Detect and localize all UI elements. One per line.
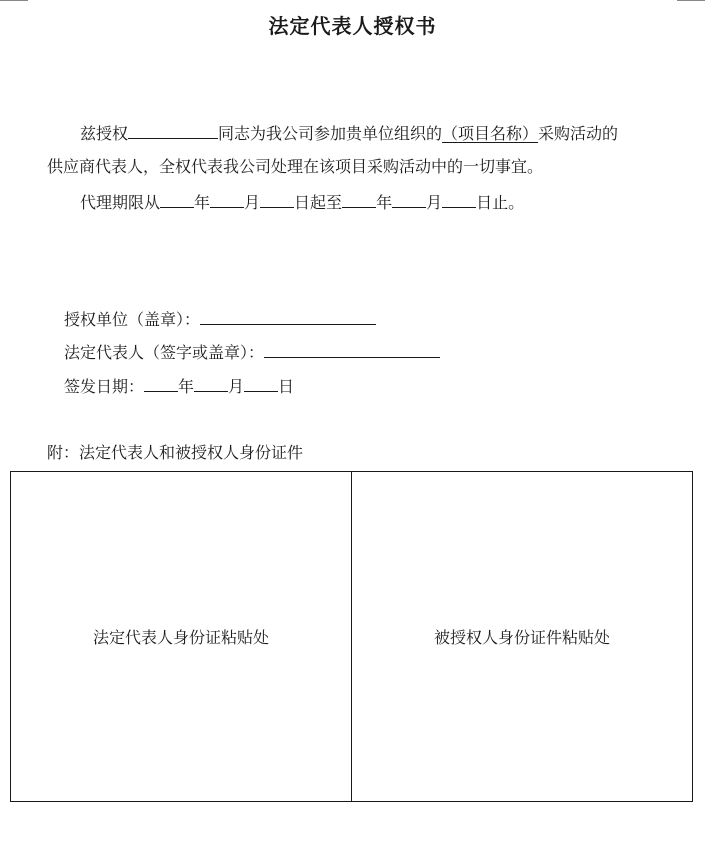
authorize-middle: 同志为我公司参加贵单位组织的 xyxy=(218,124,443,143)
start-month-label: 月 xyxy=(244,193,261,212)
legal-rep-id-paste-label: 法定代表人身份证粘贴处 xyxy=(92,628,269,647)
start-day-label: 日起至 xyxy=(294,193,343,212)
authorized-person-id-paste-label: 被授权人身份证件粘贴处 xyxy=(433,628,610,647)
agency-period-line xyxy=(80,190,524,214)
end-year-blank[interactable] xyxy=(342,190,376,208)
issue-month-blank[interactable] xyxy=(194,374,228,392)
end-month-blank[interactable] xyxy=(392,190,426,208)
page-corner-mark-left xyxy=(0,0,28,4)
start-day-blank[interactable] xyxy=(260,190,294,208)
authorizing-unit-label: 授权单位（盖章）： xyxy=(64,310,201,329)
project-name-placeholder: （项目名称） xyxy=(442,124,539,143)
document-title: 法定代表人授权书 xyxy=(268,14,437,38)
start-year-label: 年 xyxy=(194,193,211,212)
authorize-suffix: 采购活动的 xyxy=(538,124,619,143)
paragraph-line-2: 供应商代表人，全权代表我公司处理在该项目采购活动中的一切事宜。 xyxy=(47,157,544,176)
issue-date-label: 签发日期： xyxy=(64,377,145,396)
authorizing-unit-line xyxy=(64,307,376,331)
authorized-person-blank[interactable] xyxy=(128,121,218,139)
issue-date-line xyxy=(64,374,294,398)
page-corner-mark-right xyxy=(677,0,705,4)
legal-rep-line xyxy=(64,340,440,364)
legal-rep-label: 法定代表人（签字或盖章）： xyxy=(64,343,265,362)
end-year-label: 年 xyxy=(376,193,393,212)
legal-rep-id-paste-area xyxy=(11,472,351,801)
authorizing-unit-blank[interactable] xyxy=(200,307,376,325)
attachment-label: 附：法定代表人和被授权人身份证件 xyxy=(47,443,304,462)
issue-day-blank[interactable] xyxy=(244,374,278,392)
issue-year-blank[interactable] xyxy=(144,374,178,392)
id-attachment-table xyxy=(10,471,693,802)
issue-year-label: 年 xyxy=(178,377,195,396)
authorized-person-id-paste-area xyxy=(351,472,692,801)
start-year-blank[interactable] xyxy=(160,190,194,208)
start-month-blank[interactable] xyxy=(210,190,244,208)
issue-month-label: 月 xyxy=(228,377,245,396)
end-day-label: 日止。 xyxy=(476,193,525,212)
end-month-label: 月 xyxy=(426,193,443,212)
issue-day-label: 日 xyxy=(278,377,295,396)
legal-rep-signature-blank[interactable] xyxy=(264,340,440,358)
end-day-blank[interactable] xyxy=(442,190,476,208)
period-prefix: 代理期限从 xyxy=(80,193,161,212)
authorize-prefix: 兹授权 xyxy=(80,124,129,143)
paragraph-line-1 xyxy=(80,121,618,145)
